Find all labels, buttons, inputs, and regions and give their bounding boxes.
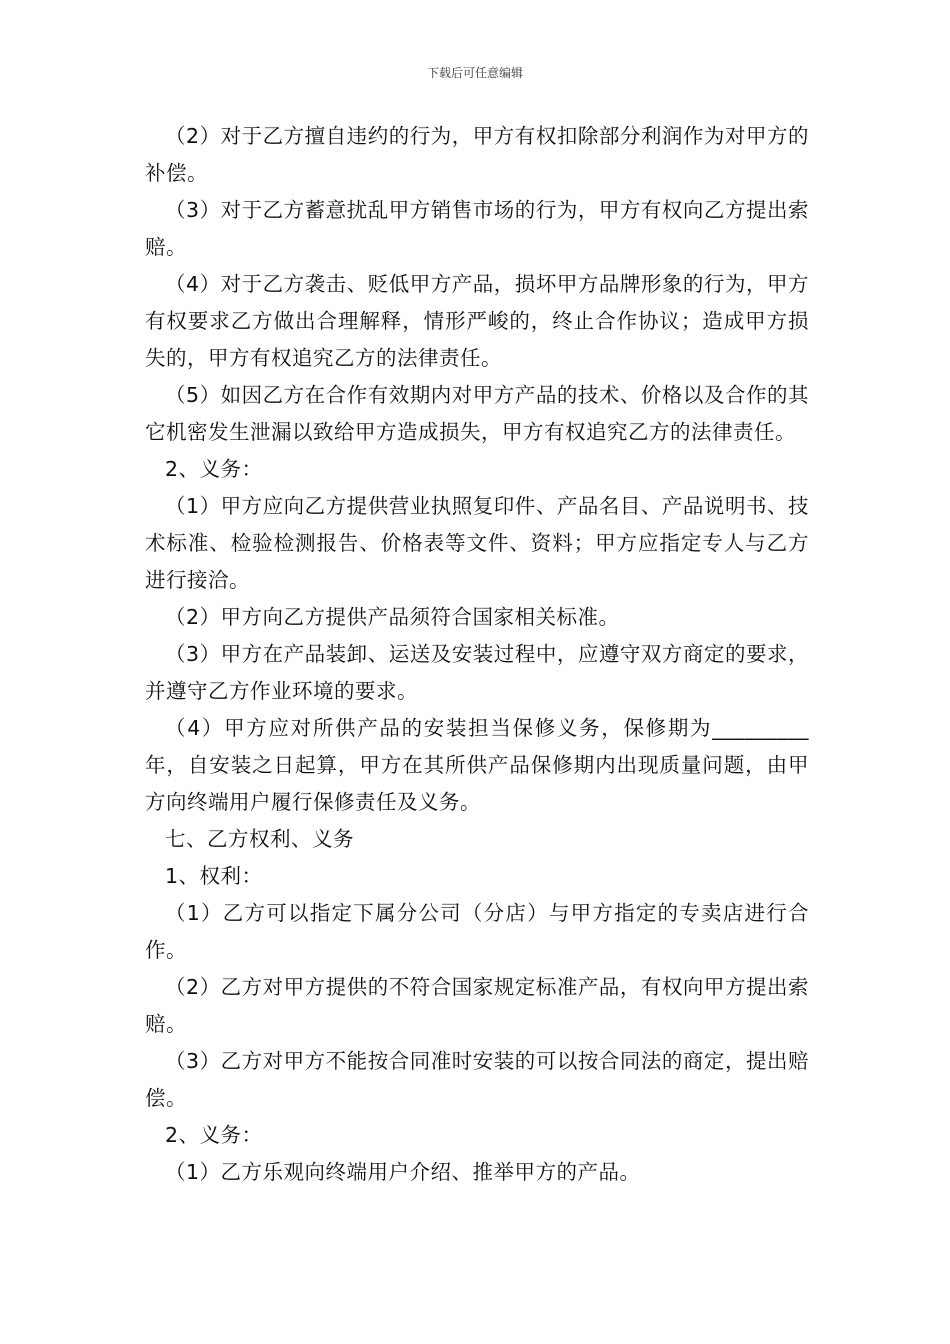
paragraph-confidentiality: （5）如因乙方在合作有效期内对甲方产品的技术、价格以及合作的其它机密发生泄漏以致给甲方造成损失，甲方有权追究乙方的法律责任。 [145,383,809,444]
paragraph-promote-products: （1）乙方乐观向终端用户介绍、推举甲方的产品。 [165,1160,641,1184]
section-heading-party-b-obligations: 2、义务： [165,1123,263,1147]
paragraph-provide-documents: （1）甲方应向乙方提供营业执照复印件、产品名目、产品说明书、技术标准、检验检测报告、价格表等文件、资料；甲方应指定专人与乙方进行接洽。 [145,494,809,592]
document-body [145,118,809,1191]
section-heading-party-b-rights: 1、权利： [165,864,263,888]
paragraph-penalty-breach: （2）对于乙方擅自违约的行为，甲方有权扣除部分利润作为对甲方的补偿。 [145,124,809,185]
paragraph-compensation-delay: （3）乙方对甲方不能按合同准时安装的可以按合同法的商定，提出赔偿。 [145,1049,809,1110]
paragraph-claim-nonstandard: （2）乙方对甲方提供的不符合国家规定标准产品，有权向甲方提出索赔。 [145,975,809,1036]
section-heading-party-b: 七、乙方权利、义务 [165,827,354,851]
paragraph-branch-cooperation: （1）乙方可以指定下属分公司（分店）与甲方指定的专卖店进行合作。 [145,901,809,962]
section-heading-party-a-obligations: 2、义务： [165,457,263,481]
paragraph-warranty: （4）甲方应对所供产品的安装担当保修义务，保修期为_________年，自安装之日起算，甲方在其所供产品保修期内出现质量问题，由甲方向终端用户履行保修责任及义务。 [145,716,809,814]
paragraph-brand-damage: （4）对于乙方袭击、贬低甲方产品，损坏甲方品牌形象的行为，甲方有权要求乙方做出合理解释，情形严峻的，终止合作协议；造成甲方损失的，甲方有权追究乙方的法律责任。 [145,272,809,370]
page-header: 下载后可任意编辑 [426,66,523,80]
paragraph-product-standards: （2）甲方向乙方提供产品须符合国家相关标准。 [165,605,620,629]
paragraph-claim-market-disruption: （3）对于乙方蓄意扰乱甲方销售市场的行为，甲方有权向乙方提出索赔。 [145,198,809,259]
paragraph-installation-requirements: （3）甲方在产品装卸、运送及安装过程中，应遵守双方商定的要求，并遵守乙方作业环境的要求。 [145,642,809,703]
